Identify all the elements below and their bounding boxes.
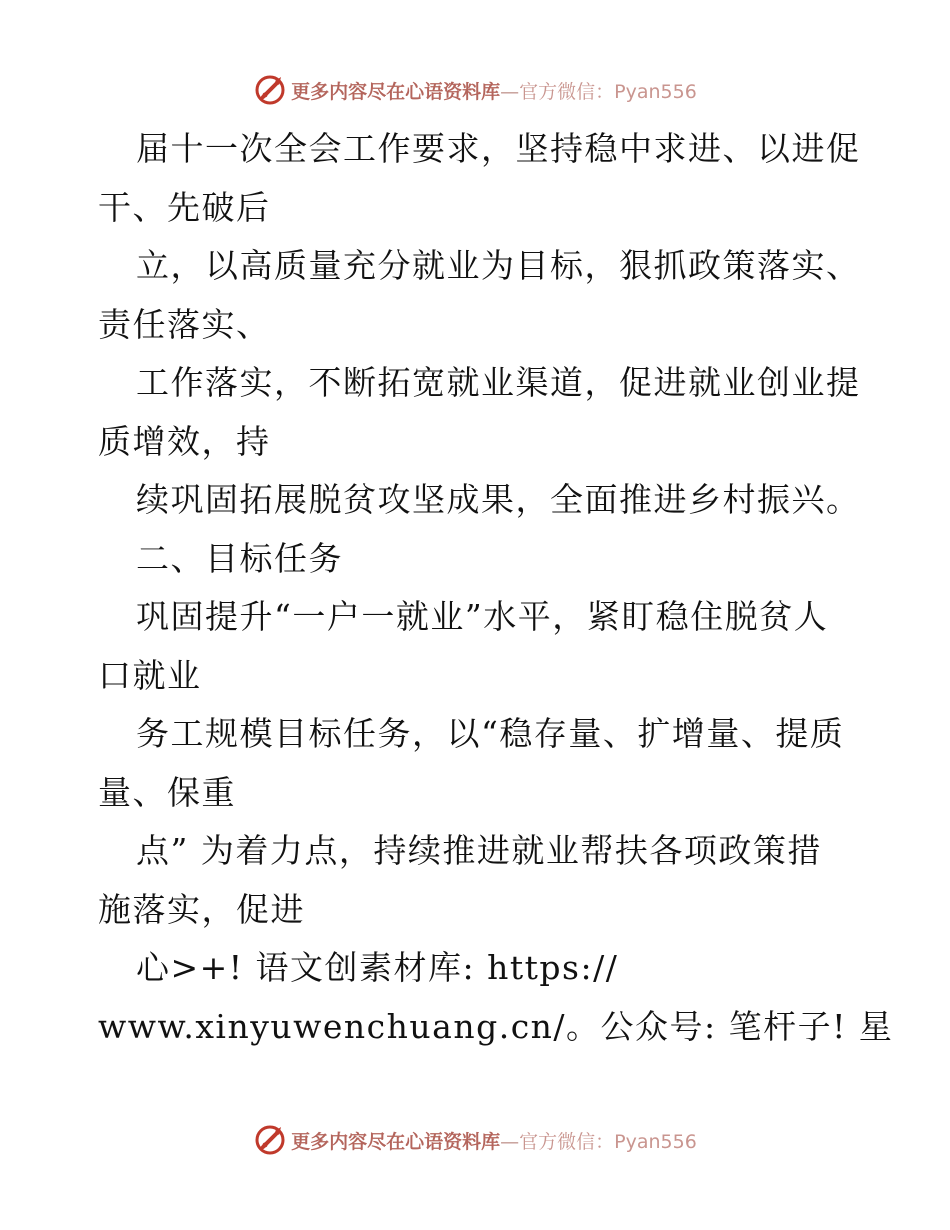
section-heading: 二、目标任务	[136, 538, 343, 578]
watermark-text	[291, 77, 697, 104]
brand-logo-icon	[253, 73, 287, 107]
doc-line: 施落实，促进	[98, 889, 305, 929]
doc-line: 届十一次全会工作要求，坚持稳中求进、以进促	[136, 129, 861, 168]
watermark-text	[291, 1127, 697, 1154]
watermark-lead: 更多内容尽在心语资料库	[291, 80, 501, 103]
watermark-separator: —	[500, 80, 520, 103]
doc-line: 口就业	[98, 655, 202, 695]
watermark-wechat: 官方微信：Pyan556	[519, 1130, 697, 1153]
doc-line: 续巩固拓展脱贫攻坚成果，全面推进乡村振兴。	[136, 480, 861, 519]
watermark-lead: 更多内容尽在心语资料库	[291, 1130, 501, 1153]
doc-line: 心>+! 语文创素材库: https://	[136, 948, 619, 987]
watermark-separator: —	[500, 1130, 520, 1153]
document-body	[98, 120, 894, 1056]
footer-watermark	[0, 1120, 950, 1160]
header-watermark	[0, 70, 950, 110]
doc-line: 巩固提升“一户一就业”水平，紧盯稳住脱贫人	[136, 597, 829, 636]
watermark-wechat: 官方微信：Pyan556	[519, 80, 697, 103]
doc-line: 干、先破后	[98, 187, 271, 227]
doc-line: www.xinyuwenchuang.cn/。公众号: 笔杆子! 星	[98, 1006, 894, 1046]
doc-line: 量、保重	[98, 772, 236, 812]
doc-line: 质增效，持	[98, 421, 271, 461]
brand-logo-icon	[253, 1123, 287, 1157]
doc-line: 点” 为着力点，持续推进就业帮扶各项政策措	[136, 831, 822, 870]
doc-line: 立，以高质量充分就业为目标，狠抓政策落实、	[136, 246, 861, 285]
doc-line: 务工规模目标任务，以“稳存量、扩增量、提质	[136, 714, 845, 753]
doc-line: 工作落实，不断拓宽就业渠道，促进就业创业提	[136, 363, 861, 402]
doc-line: 责任落实、	[98, 304, 271, 344]
